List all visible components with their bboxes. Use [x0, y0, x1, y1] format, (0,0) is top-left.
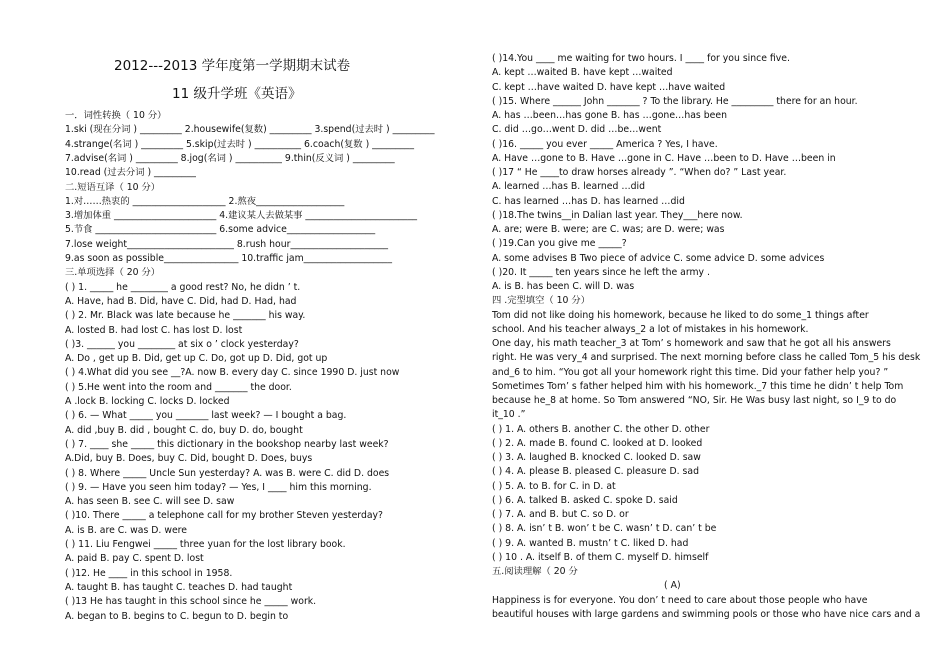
right-column — [492, 0, 932, 672]
left-line: A. Do , get up B. Did, get up C. Do, got up D. Did, got up — [65, 353, 328, 365]
right-line: ( )20. It _____ ten years since he left the army . — [492, 266, 710, 278]
right-line: ( ) 3. A. laughed B. knocked C. looked D. saw — [492, 452, 701, 463]
right-line: ( ) 6. A. talked B. asked C. spoke D. said — [492, 494, 678, 506]
right-line: ( ) 4. A. please B. pleased C. pleasure D. sad — [492, 466, 699, 478]
right-line: because he_8 at home. So Tom answered “NO, Sir. He Was busy last night, so I_9 to do — [492, 395, 897, 406]
right-line: C. kept …have waited D. have kept …have waited — [492, 81, 726, 93]
left-line: ( )10. There _____ a telephone call for my brother Steven yesterday? — [65, 510, 383, 522]
left-line: A. paid B. pay C. spent D. lost — [65, 553, 204, 565]
right-line: ( )19.Can you give me _____? — [492, 238, 627, 250]
left-line: ( )13 He has taught in this school since he _____ work. — [65, 596, 317, 608]
left-line: 1.ski (现在分词 ) _________ 2.housewife(复数) _________ 3.spend(过去时 ) _________ — [65, 124, 435, 136]
right-line: it_10 .” — [492, 409, 526, 421]
right-line: ( ) 5. A. to B. for C. in D. at — [492, 480, 616, 492]
right-line: A. kept …waited B. have kept …waited — [492, 67, 673, 79]
left-line: 三.单项选择（ 20 分） — [65, 267, 161, 279]
left-line: 5.节食 __________________________ 6.some advice___________________ — [65, 224, 376, 236]
left-line: A. is B. are C. was D. were — [65, 524, 187, 536]
right-line: ( ) 7. A. and B. but C. so D. or — [492, 509, 629, 520]
right-line: A. has …been…has gone B. has …gone…has been — [492, 110, 727, 121]
right-line: A. learned …has B. learned …did — [492, 181, 646, 193]
right-line: A. Have …gone to B. Have …gone in C. Have …been to D. Have …been in — [492, 152, 836, 164]
right-line: ( )14.You ____ me waiting for two hours. I ____ for you since five. — [492, 53, 790, 64]
left-line: A.Did, buy B. Does, buy C. Did, bought D. Does, buys — [65, 453, 313, 465]
left-line: 一．词性转换（ 10 分） — [65, 110, 167, 121]
left-line: A. taught B. has taught C. teaches D. had taught — [65, 581, 293, 593]
right-line: ( ) 8. A. isn’ t B. won’ t be C. wasn’ t D. can’ t be — [492, 523, 717, 535]
right-line: ( ) 9. A. wanted B. mustn’ t C. liked D. had — [492, 537, 689, 549]
right-line: ( ) 2. A. made B. found C. looked at D. looked — [492, 437, 703, 449]
left-line: ( ) 9. — Have you seen him today? — Yes, I ____ him this morning. — [65, 481, 372, 493]
left-line: 9.as soon as possible________________ 10.traffic jam___________________ — [65, 253, 392, 264]
left-line: 7.advise(名词 ) _________ 8.jog(名词 ) __________ 9.thin(反义词 ) _________ — [65, 152, 395, 164]
right-line: One day, his math teacher_3 at Tom’ s homework and saw that he got all his answers — [492, 338, 891, 349]
right-line: Sometimes Tom’ s father helped him with his homework._7 this time he didn’ t help Tom — [492, 380, 904, 392]
left-line: A. did ,buy B. did , bought C. do, buy D. do, bought — [65, 424, 303, 436]
right-line: ( ) 1. A. others B. another C. the other D. other — [492, 423, 710, 435]
left-line: 10.read (过去分词 ) _________ — [65, 167, 196, 179]
left-line: A. losted B. had lost C. has lost D. lost — [65, 324, 243, 336]
right-line: A. some advises B Two piece of advice C. some advice D. some advices — [492, 252, 825, 264]
right-line: ( )17 “ He ____to draw horses already ”. “When do? ” Last year. — [492, 167, 787, 178]
exam-subtitle: 11 级升学班《英语》 — [172, 86, 302, 102]
right-line: A. are; were B. were; are C. was; are D. were; was — [492, 224, 725, 235]
right-line: ( )15. Where ______ John _______ ? To the library. He _________ there for an hour. — [492, 95, 858, 107]
right-line: 四 .完型填空（ 10 分） — [492, 295, 591, 307]
left-line: ( )3. ______ you ________ at six o ’ clock yesterday? — [65, 338, 299, 350]
left-line: ( ) 8. Where _____ Uncle Sun yesterday? A. was B. were C. did D. does — [65, 467, 390, 479]
left-line: 二.短语互译（ 10 分） — [65, 181, 161, 193]
left-line: ( ) 5.He went into the room and _______ the door. — [65, 381, 292, 393]
left-line: ( ) 6. — What _____ you _______ last week? — I bought a bag. — [65, 410, 347, 422]
left-line: ( )12. He ____ in this school in 1958. — [65, 567, 233, 579]
right-line: school. And his teacher always_2 a lot of mistakes in his homework. — [492, 323, 809, 335]
left-line: ( ) 1. _____ he ________ a good rest? No, he didn ’ t. — [65, 281, 301, 293]
right-line: Tom did not like doing his homework, because he liked to do some_1 things after — [492, 309, 869, 321]
left-line: A. Have, had B. Did, have C. Did, had D. Had, had — [65, 295, 297, 307]
left-line: ( ) 2. Mr. Black was late because he _______ his way. — [65, 310, 306, 322]
left-column — [60, 0, 480, 672]
right-line: and_6 to him. “You got all your homework right this time. Did your father help you? ” — [492, 366, 889, 378]
left-line: ( ) 11. Liu Fengwei _____ three yuan for the lost library book. — [65, 539, 346, 550]
left-line: 3.增加体重 ______________________ 4.建议某人去做某事 ________________________ — [65, 210, 417, 222]
left-line: A. began to B. begins to C. begun to D. begin to — [65, 610, 289, 622]
right-line: ( ) 10 . A. itself B. of them C. myself D. himself — [492, 551, 709, 563]
left-line: A .lock B. locking C. locks D. locked — [65, 396, 230, 407]
right-line: ( A) — [664, 580, 681, 592]
right-line: 五.阅读理解（ 20 分 — [492, 566, 578, 577]
left-line: ( ) 4.What did you see __?A. now B. every day C. since 1990 D. just now — [65, 367, 400, 379]
right-line: ( )16. _____ you ever _____ America ? Yes, I have. — [492, 138, 718, 150]
right-line: ( )18.The twins__in Dalian last year. They___here now. — [492, 209, 743, 221]
right-line: Happiness is for everyone. You don’ t need to care about those people who have — [492, 594, 868, 606]
right-line: beautiful houses with large gardens and swimming pools or those who have nice cars and a — [492, 608, 921, 620]
left-line: 4.strange(名词 ) _________ 5.skip(过去时 ) __________ 6.coach(复数 ) _________ — [65, 138, 414, 150]
left-line: 7.lose weight_______________________ 8.rush hour_____________________ — [65, 238, 389, 250]
right-line: C. has learned …has D. has learned …did — [492, 195, 685, 207]
right-line: C. did …go…went D. did …be…went — [492, 124, 662, 136]
left-line: 1.对……热衷的 ____________________ 2.熬夜___________________ — [65, 195, 345, 207]
left-line: A. has seen B. see C. will see D. saw — [65, 496, 235, 508]
right-line: A. is B. has been C. will D. was — [492, 281, 635, 292]
left-line: ( ) 7. ____ she _____ this dictionary in the bookshop nearby last week? — [65, 438, 389, 450]
exam-title: 2012---2013 学年度第一学期期末试卷 — [114, 58, 351, 74]
right-line: right. He was very_4 and surprised. The next morning before class he called Tom_5 his desk — [492, 352, 921, 364]
